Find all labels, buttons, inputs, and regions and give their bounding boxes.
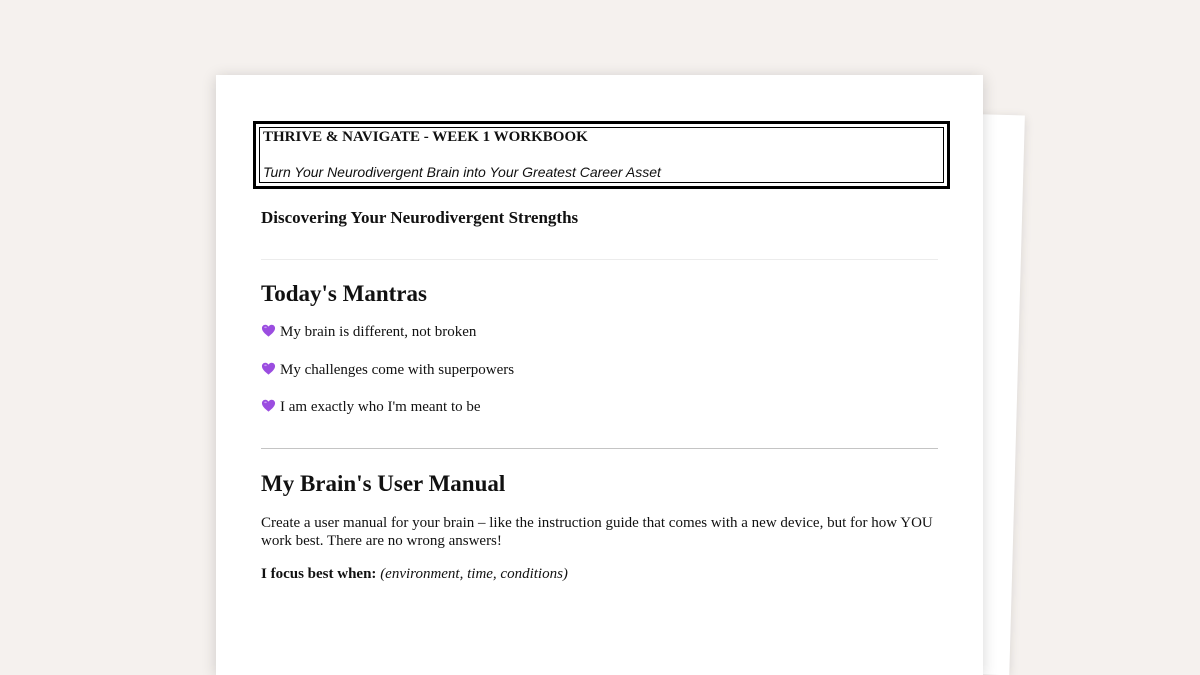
focus-prompt bbox=[261, 566, 568, 583]
focus-hint: (environment, time, conditions) bbox=[380, 566, 568, 582]
purple-heart-icon bbox=[261, 323, 276, 338]
divider bbox=[261, 448, 938, 449]
workbook-title: THRIVE & NAVIGATE - WEEK 1 WORKBOOK bbox=[263, 129, 588, 145]
workbook-subtitle: Turn Your Neurodivergent Brain into Your Greatest Career Asset bbox=[263, 164, 661, 180]
purple-heart-icon bbox=[261, 398, 276, 413]
mantra-item bbox=[261, 324, 476, 341]
manual-intro: Create a user manual for your brain – like the instruction guide that comes with a new device, but for how YOU work best. There are no wrong answers! bbox=[261, 515, 933, 549]
mantra-item bbox=[261, 399, 481, 416]
manual-heading: My Brain's User Manual bbox=[261, 471, 506, 496]
workbook-page bbox=[216, 75, 983, 675]
header-box bbox=[253, 121, 950, 189]
mantras-heading: Today's Mantras bbox=[261, 281, 427, 306]
section-heading: Discovering Your Neurodivergent Strengths bbox=[261, 208, 579, 227]
divider bbox=[261, 259, 938, 260]
purple-heart-icon bbox=[261, 361, 276, 376]
mantra-text: My brain is different, not broken bbox=[280, 324, 477, 340]
focus-label: I focus best when: bbox=[261, 566, 377, 582]
mantra-item bbox=[261, 362, 514, 379]
mantra-text: My challenges come with superpowers bbox=[280, 362, 515, 378]
mantra-text: I am exactly who I'm meant to be bbox=[280, 399, 481, 415]
